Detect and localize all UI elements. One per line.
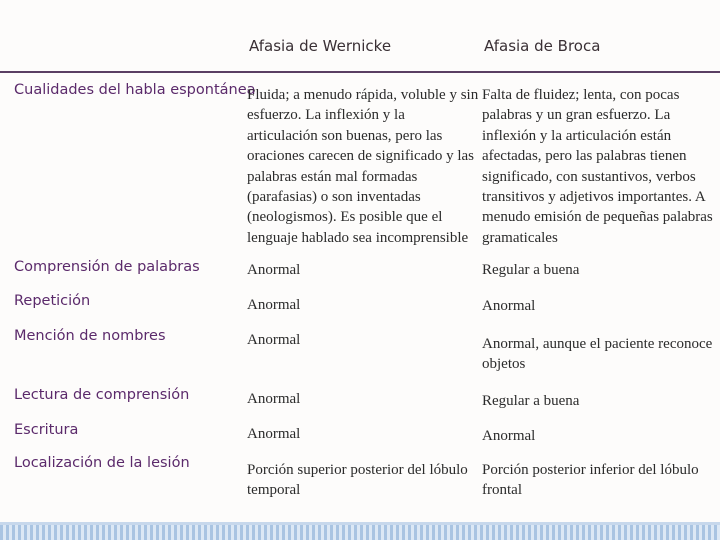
cell-wernicke-spontaneous-speech: Fluida; a menudo rápida, voluble y sin esfuerzo. La inflexión y la articulación son buenas, pero las oraciones carecen de significado y las palabras están mal formadas (parafasias) o son inventadas (neologismos). Es posible que el lenguaje hablado sea incomprensible bbox=[247, 87, 479, 246]
cell-broca-spontaneous-speech: Falta de fluidez; lenta, con pocas palabras y un gran esfuerzo. La inflexión y la articulación están afectadas, pero las palabras tienen significado, con sustantivos, verbos transitivos y adjetivos importantes. A menudo emisión de pequeñas palabras gramaticales bbox=[482, 87, 713, 246]
column-header-wernicke: Afasia de Wernicke bbox=[249, 37, 392, 55]
cell-wernicke-word-comprehension: Anormal bbox=[247, 262, 301, 278]
cell-broca-repetition: Anormal bbox=[482, 298, 536, 314]
row-label-repetition: Repetición bbox=[14, 293, 91, 309]
cell-wernicke-writing: Anormal bbox=[247, 426, 301, 442]
column-header-broca: Afasia de Broca bbox=[484, 37, 601, 55]
row-label-writing: Escritura bbox=[14, 422, 79, 438]
cell-broca-writing: Anormal bbox=[482, 428, 536, 444]
cell-broca-reading-comprehension: Regular a buena bbox=[482, 393, 580, 409]
cell-broca-word-comprehension: Regular a buena bbox=[482, 262, 580, 278]
cell-broca-lesion-location: Porción posterior inferior del lóbulo frontal bbox=[482, 462, 699, 499]
row-label-reading-comprehension: Lectura de comprensión bbox=[14, 387, 190, 403]
cell-wernicke-naming: Anormal bbox=[247, 332, 301, 348]
row-label-word-comprehension: Comprensión de palabras bbox=[14, 259, 200, 275]
row-label-lesion-location: Localización de la lesión bbox=[14, 455, 190, 471]
header-divider bbox=[0, 71, 720, 73]
bottom-decorative-band bbox=[0, 522, 720, 540]
cell-broca-naming: Anormal, aunque el paciente reconoce objetos bbox=[482, 336, 713, 373]
cell-wernicke-reading-comprehension: Anormal bbox=[247, 391, 301, 407]
cell-wernicke-lesion-location: Porción superior posterior del lóbulo temporal bbox=[247, 462, 468, 499]
row-label-naming: Mención de nombres bbox=[14, 328, 166, 344]
row-label-spontaneous-speech: Cualidades del habla espontánea bbox=[14, 82, 256, 98]
cell-wernicke-repetition: Anormal bbox=[247, 297, 301, 313]
